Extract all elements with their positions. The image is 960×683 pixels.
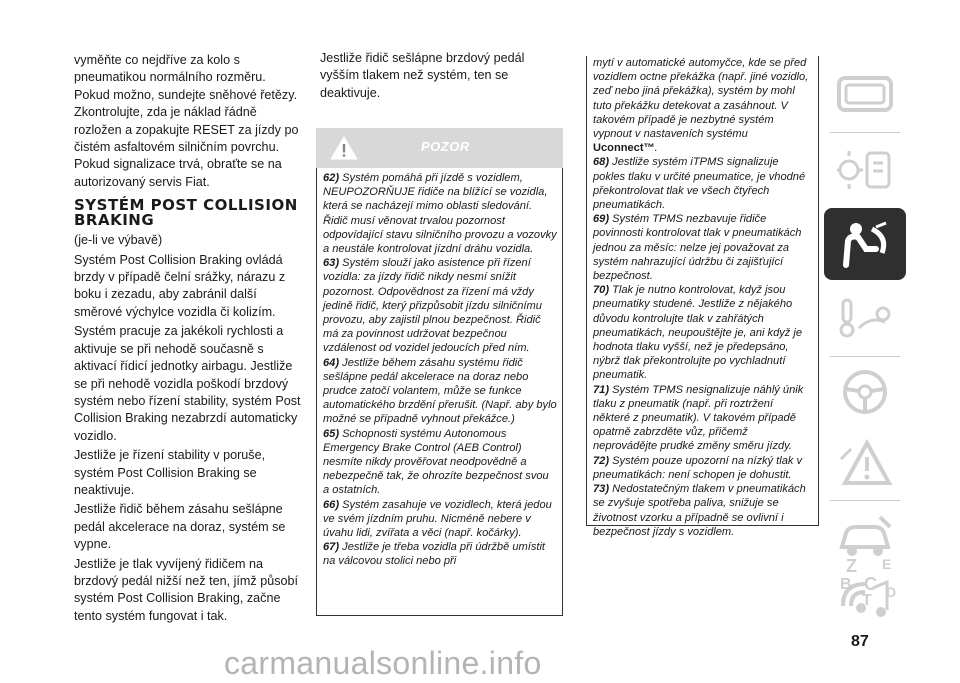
index-letter: Z bbox=[846, 556, 857, 576]
index-letter: B bbox=[840, 576, 852, 593]
note-text: Systém slouží jako asistence při řízení vozidla: za jízdy řidič nikdy nesmí snížit pozornost. Odpovědnost za řízení má vždy jedině řidič, který přizpůsobit jízdu silničnímu provozu, aby zajistil plnou bezpečnost. Řidič má za povinnost udržovat bezpečnou vzdálenost od vozidel jedoucích před ním. bbox=[323, 257, 542, 355]
note-number: 73) bbox=[593, 483, 610, 496]
note-text: Schopnosti systému Autonomous Emergency Brake Control (AEB Control) nesmíte nikdy prověřovat neodpovědně a nebezpečně tak, že ohrozíte bezpečnost svou a ostatních. bbox=[323, 427, 549, 497]
note-number: 69) bbox=[593, 213, 610, 226]
note-item bbox=[593, 283, 813, 382]
car-dashboard-icon[interactable] bbox=[824, 58, 906, 130]
note-item bbox=[593, 212, 813, 283]
note-item bbox=[593, 383, 813, 454]
middle-column bbox=[314, 50, 564, 116]
punctuation: . bbox=[654, 142, 658, 155]
note-item bbox=[593, 155, 813, 212]
paragraph: (je-li ve výbavě) bbox=[74, 233, 163, 248]
note-item bbox=[323, 171, 557, 256]
note-text: Jestliže během zásahu systému řidič sešlápne pedál akcelerace na doraz nebo prudce zatočí volantem, může se funkce automatického brzdění přerušit. (Např. aby bylo možné se případně vyhnout překážce.) bbox=[323, 356, 557, 426]
right-column-box bbox=[586, 56, 819, 538]
index-letter: D bbox=[886, 584, 897, 600]
index-letter: E bbox=[882, 556, 892, 572]
note-item bbox=[323, 427, 557, 498]
paragraph: Jestliže řidič během zásahu sešlápne pedál akcelerace na doraz, systém se vypne. bbox=[74, 502, 286, 552]
warning-box bbox=[316, 128, 563, 616]
warning-lights-icon[interactable] bbox=[824, 134, 906, 206]
seat-safety-icon[interactable] bbox=[824, 208, 906, 280]
note-number: 64) bbox=[323, 356, 340, 369]
left-column bbox=[74, 52, 302, 627]
paragraph: Jestliže je tlak vyvíjený řidičem na brzdový pedál nižší než ten, jímž působí systém Post Collision Braking, začne tento systém fungovat i tak. bbox=[74, 556, 299, 623]
note-item bbox=[593, 454, 813, 482]
warning-title: POZOR bbox=[421, 139, 470, 154]
warning-header bbox=[316, 128, 563, 168]
note-number: 62) bbox=[323, 172, 340, 184]
note-item bbox=[323, 256, 557, 355]
index-letter: T bbox=[862, 592, 872, 609]
note-item bbox=[323, 498, 557, 541]
note-number: 67) bbox=[323, 541, 340, 554]
uconnect-label: Uconnect™ bbox=[593, 142, 655, 155]
note-number: 72) bbox=[593, 454, 610, 467]
note-number: 63) bbox=[323, 257, 340, 270]
paragraph: Systém pracuje za jakékoli rychlosti a aktivuje se při nehodě současně s aktivací řídicí jednotky airbagu. Jestliže se při nehodě vozidla poškodí brzdový systém nebo řízení stability, systém Post Collision Braking nezabrzdí automaticky vozidlo. bbox=[74, 324, 301, 443]
note-text: Systém zasahuje ve vozidlech, která jedou ve svém jízdním pruhu. Nicméně nebere v úvahu lidi, zvířata a věci (např. kočárky). bbox=[323, 498, 552, 540]
index-letter: C bbox=[864, 574, 877, 594]
note-text: Tlak je nutno kontrolovat, když jsou pneumatiky studené. Jestliže z nějakého důvodu kontrolujte tlak v zahřátých pneumatikách, neupouštějte je, ani když je hodnota tlaku vyšší, než je předepsáno, nýbrž tlak překontrolujte po vychladnutí pneumatik. bbox=[593, 284, 803, 382]
warning-triangle-icon bbox=[330, 136, 358, 160]
section-heading: SYSTÉM POST COLLISION BRAKING bbox=[74, 196, 298, 230]
note-item bbox=[323, 540, 557, 568]
paragraph: Jestliže je řízení stability v poruše, systém Post Collision Braking se neaktivuje. bbox=[74, 448, 266, 497]
watermark: carmanualsonline.info bbox=[224, 645, 542, 681]
note-number: 68) bbox=[593, 156, 610, 169]
divider bbox=[830, 500, 900, 501]
note-text: Systém pomáhá při jízdě s vozidlem, NEUPOZORŇUJE řidiče na blížící se vozidla, která se nacházejí mimo oblasti sledování. Řidič musí věnovat trvalou pozornost odpovídající stavu silničního provozu a vozovky a neustále kontrolovat jízdní dráhu vozidla. bbox=[323, 172, 557, 256]
paragraph: vyměňte co nejdříve za kolo s pneumatikou normálního rozměru. Pokud možno, sundejte sněhové řetězy. Zkontrolujte, zda je náklad řádně rozložen a zopakujte RESET za jízdy po čistém asfaltovém silničním povrchu. Pokud signalizace trvá, obraťte se na autorizovaný servis Fiat. bbox=[74, 53, 299, 189]
note-text: Nedostatečným tlakem v pneumatikách se zvyšuje spotřeba paliva, snižuje se životnost vzorku a případně se ovlivní i bezpečnost jízdy s vozidlem. bbox=[593, 483, 806, 538]
note-text: Systém pouze upozorní na nízký tlak v pneumatikách: není schopen je dohustit. bbox=[593, 454, 803, 481]
note-number: 70) bbox=[593, 284, 610, 297]
note-number: 71) bbox=[593, 383, 610, 396]
note-text: Systém TPMS nezbavuje řidiče povinnosti kontrolovat tlak v pneumatikách jednou za měsíc: nelze jej považovat za systém nahrazující údržbu či zajišťující bezpečnost. bbox=[593, 213, 802, 283]
key-start-icon[interactable] bbox=[824, 282, 906, 354]
paragraph: Systém Post Collision Braking ovládá brzdy v případě čelní srážky, nárazu z boku i zezadu, aby zabránil další směrové výchylce vozidla či kolizím. bbox=[74, 252, 286, 319]
note-text: mytí v automatické automyčce, kde se před vozidlem octne překážka (např. jiné vozidlo, zeď nebo jiná překážka), systém by mohl tuto překážku detekovat a zasáhnout. V takovém případě je nezbytné systém vypnout v nastaveních systému bbox=[593, 57, 809, 141]
note-text: Systém TPMS nesignalizuje náhlý únik tlaku z pneumatik (např. při roztržení některé z pneumatik). V takovém případě opatrně zabrzděte vůz, přičemž neprovádějte prudké změny směru jízdy. bbox=[593, 383, 804, 453]
chapter-sidebar bbox=[824, 56, 906, 626]
note-item bbox=[323, 356, 557, 427]
paragraph: Jestliže řidič sešlápne brzdový pedál vyšším tlakem než systém, ten se deaktivuje. bbox=[320, 51, 525, 100]
note-text: Jestliže systém iTPMS signalizuje pokles tlaku v určité pneumatice, je vhodné překontrolovat tlak ve všech čtyřech pneumatikách. bbox=[593, 156, 806, 212]
note-continuation bbox=[593, 56, 813, 155]
page-number: 87 bbox=[851, 633, 869, 650]
note-number: 65) bbox=[323, 427, 340, 440]
note-text: Jestliže je třeba vozidla při údržbě umístit na válcovou stolici nebo při bbox=[323, 541, 545, 568]
roadside-emergency-icon[interactable] bbox=[824, 428, 906, 500]
note-number: 66) bbox=[323, 498, 340, 511]
divider bbox=[830, 132, 900, 133]
warning-body bbox=[316, 168, 563, 616]
steering-wheel-icon[interactable] bbox=[824, 356, 906, 428]
index-icon[interactable] bbox=[840, 556, 910, 612]
note-item bbox=[593, 482, 813, 539]
index-letter: I bbox=[850, 592, 854, 608]
